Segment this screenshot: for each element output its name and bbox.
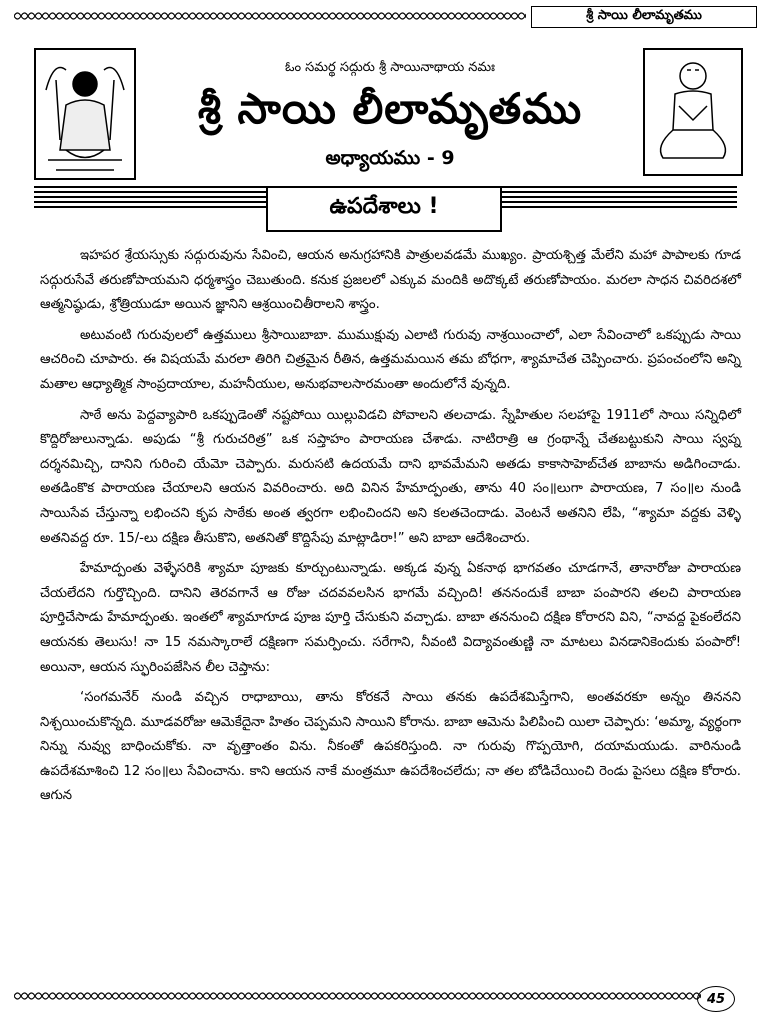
- border-knot: [630, 990, 644, 1002]
- border-knot: [462, 990, 476, 1002]
- border-knot: [518, 10, 526, 22]
- section-title: ఉపదేశాలు !: [329, 194, 439, 219]
- border-knot: [210, 990, 224, 1002]
- border-knot: [182, 10, 196, 22]
- border-knot: [196, 10, 210, 22]
- border-knot: [560, 990, 574, 1002]
- border-knot: [238, 10, 252, 22]
- border-knot: [392, 990, 406, 1002]
- border-knot: [350, 10, 364, 22]
- border-knot: [336, 10, 350, 22]
- border-knot: [448, 10, 462, 22]
- border-knot: [182, 990, 196, 1002]
- border-knot: [224, 990, 238, 1002]
- border-knot: [672, 990, 686, 1002]
- border-knot: [476, 990, 490, 1002]
- top-border-ornament: [14, 10, 526, 24]
- paragraph: ‘సంగమనేర్ నుండి వచ్చిన రాధాబాయి, తాను కోరకనే సాయి తనకు ఉపదేశమిస్తేగాని, అంతవరకూ అన్నం తిననని నిశ్చయించుకొన్నది. మూడవరోజు ఆమెకేదైనా హితం చెప్పమని సాయిని కోరాను. బాబా ఆమెను పిలిపించి యిలా చెప్పారు: ‘అమ్మా, వ్యర్థంగా నిన్ను నువ్వు బాధించుకోకు. నా వృత్తాంతం విను. నీకంతో ఉపకరిస్తుంది. నా గురువు గొప్పయోగి, దయామయుడు. వారినుండి ఉపదేశమాశించి 12 సం॥లు సేవించాను. కాని ఆయన నాకే మంత్రమూ ఉపదేశించలేదు; నా తల బోడిచేయించి రెండు పైసలు దక్షిణ కోరారు. ఆగున: [40, 690, 741, 804]
- border-knot: [98, 990, 112, 1002]
- border-knot: [42, 10, 56, 22]
- border-knot: [448, 990, 462, 1002]
- border-knot: [252, 10, 266, 22]
- border-knot: [350, 990, 364, 1002]
- border-knot: [84, 990, 98, 1002]
- border-knot: [504, 990, 518, 1002]
- border-knot: [168, 990, 182, 1002]
- border-knot: [434, 10, 448, 22]
- border-knot: [574, 990, 588, 1002]
- border-knot: [42, 990, 56, 1002]
- border-knot: [154, 10, 168, 22]
- border-knot: [406, 990, 420, 1002]
- border-knot: [140, 990, 154, 1002]
- border-knot: [266, 10, 280, 22]
- border-knot: [616, 990, 630, 1002]
- border-knot: [420, 990, 434, 1002]
- border-knot: [532, 990, 546, 1002]
- border-knot: [378, 990, 392, 1002]
- border-knot: [266, 990, 280, 1002]
- border-knot: [462, 10, 476, 22]
- border-knot: [518, 990, 532, 1002]
- border-knot: [294, 990, 308, 1002]
- border-knot: [322, 10, 336, 22]
- border-knot: [364, 10, 378, 22]
- border-knot: [126, 10, 140, 22]
- border-knot: [14, 10, 28, 22]
- border-knot: [70, 990, 84, 1002]
- paragraph: సాఠే అను పెద్దవ్యాపారి ఒకప్పుడెంతో నష్టపోయి యిల్లువిడచి పోవాలని తలచాడు. స్నేహితుల సలహాపై 1911లో సాయి సన్నిధిలో కొద్దిరోజులున్నాడు. అపుడు “శ్రీ గురుచరిత్ర” ఒక సప్తాహం పారాయణ చేశాడు. నాటిరాత్రి ఆ గ్రంథాన్నే చేతబట్టుకుని సాయి స్వప్న దర్శనమిచ్చి, దానిని గురించి యేమో చెప్పారు. మరుసటి ఉదయమే దాని భావమేమని అతడు కాకాసాహెబ్‌చేత బాబాను అడిగించాడు. అతడింకొక పారాయణ చేయాలని ఆయన వివరించారు. అది విని‌న హేమాద్పంతు, తాను 40 సం॥లుగా పారాయణ, 7 సం॥ల నుండి సాయిసేవ చేస్తున్నా లభించని కృప సాఠేకు అంత త్వరగా లభించిందని అని కలతచెందాడు. వెంటనే అతనిని లేపి, “శ్యామా వద్దకు వెళ్ళి అతనివద్ద రూ. 15/-లు దక్షిణ తీసుకొని, అతనితో కొద్దిసేపు మాట్లాడిరా!” అని బాబా ఆదేశించారు.: [40, 407, 741, 546]
- border-knot: [84, 10, 98, 22]
- border-knot: [476, 10, 490, 22]
- border-knot: [56, 990, 70, 1002]
- running-header: శ్రీ సాయి లీలామృతము: [531, 6, 757, 28]
- border-knot: [658, 990, 672, 1002]
- border-knot: [280, 990, 294, 1002]
- border-knot: [392, 10, 406, 22]
- bottom-border-ornament: [14, 990, 701, 1006]
- border-knot: [98, 10, 112, 22]
- paragraph: హేమాద్పంతు వెళ్ళేసరికి శ్యామా పూజకు కూర్చుంటున్నాడు. అక్కడ వున్న ఏకనాథ భాగవతం చూడగానే, తానారోజు పారాయణ చేయలేదని గుర్తొచ్చింది. దానిని తెరవగానే ఆ రోజు చదవవలసిన భాగమే వచ్చింది! తననందుకే బాబా పంపారని తలచి పారాయణ పూర్తిచేసాడు హేమాద్పంతు. ఇంతలో శ్యామాగూడ పూజ పూర్తి చేసుకుని వచ్చాడు. బాబా తననుంచి దక్షిణ కోరారని విని, “నావద్ద పైకంలేదని ఆయనకు తెలుసు! నా 15 నమస్కారాలే దక్షిణగా సమర్పించు. సరేగాని, నీవంటి విద్యావంతుణ్ణి నా మాటలు వినడానికెందుకు పంపారో! అయినా, ఆయన స్ఫురింపజేసిన లీల చెప్తాను:: [40, 561, 741, 675]
- border-knot: [434, 990, 448, 1002]
- border-knot: [280, 10, 294, 22]
- page-number: 45: [697, 986, 735, 1012]
- border-knot: [644, 990, 658, 1002]
- border-knot: [28, 10, 42, 22]
- border-knot: [28, 990, 42, 1002]
- border-knot: [490, 10, 504, 22]
- author-portrait: [643, 48, 743, 176]
- border-knot: [546, 990, 560, 1002]
- border-knot: [420, 10, 434, 22]
- border-knot: [224, 10, 238, 22]
- border-knot: [112, 990, 126, 1002]
- border-knot: [154, 990, 168, 1002]
- chapter-heading: అధ్యాయము - 9: [325, 147, 455, 169]
- border-knot: [588, 990, 602, 1002]
- body-text: [40, 244, 741, 815]
- border-knot: [308, 990, 322, 1002]
- border-knot: [56, 10, 70, 22]
- border-knot: [364, 990, 378, 1002]
- border-knot: [378, 10, 392, 22]
- border-knot: [336, 990, 350, 1002]
- border-knot: [210, 10, 224, 22]
- border-knot: [140, 10, 154, 22]
- invocation-line: ఓం సమర్థ సద్గురు శ్రీ సాయినాథాయ నమః: [284, 60, 496, 75]
- paragraph: అటువంటి గురువులలో ఉత్తములు శ్రీసాయిబాబా. ముముక్షువు ఎలాటి గురువు నాశ్రయించాలో, ఎలా సేవించాలో ఒకప్పుడు సాయి ఆచరించి చూపారు. ఈ విషయమే మరలా తిరిగి చిత్రమైన రీతిన, ఉత్తమమయిన తమ బోధగా, శ్యామాచేత చెప్పించారు. ప్రపంచంలోని అన్ని మతాల ఆధ్యాత్మిక సాంప్రదాయాల, మహనీయుల, అనుభవాలసారమంతా అందులోనే వున్నది.: [40, 327, 741, 392]
- border-knot: [490, 990, 504, 1002]
- border-knot: [406, 10, 420, 22]
- book-title: శ్రీ సాయి లీలామృతము: [197, 84, 583, 133]
- border-knot: [504, 10, 518, 22]
- border-knot: [196, 990, 210, 1002]
- border-knot: [168, 10, 182, 22]
- border-knot: [252, 990, 266, 1002]
- section-title-box: [266, 186, 502, 232]
- border-knot: [70, 10, 84, 22]
- border-knot: [294, 10, 308, 22]
- sai-baba-portrait: [34, 48, 136, 180]
- border-knot: [112, 10, 126, 22]
- border-knot: [238, 990, 252, 1002]
- border-knot: [308, 10, 322, 22]
- paragraph: ఇహపర శ్రేయస్సుకు సద్గురువును సేవించి, ఆయన అనుగ్రహానికి పాత్రులవడమే ముఖ్యం. ప్రాయశ్చిత్త మేలేని మహా పాపాలకు గూడ సద్గురుసేవే తరుణోపాయమని ధర్మశాస్త్రం చెబుతుంది. కనుక ప్రజలలో ఎక్కువ మందికి అదొక్కటే తరుణోపాయం. మరలా సాధన చివరిదశలో ఆత్మనిష్ఠుడు, శ్రోత్రియుడూ అయిన జ్ఞానిని ఆశ్రయించితీరాలని శాస్త్రం.: [40, 248, 741, 313]
- border-knot: [602, 990, 616, 1002]
- border-knot: [322, 990, 336, 1002]
- border-knot: [14, 990, 28, 1002]
- border-knot: [126, 990, 140, 1002]
